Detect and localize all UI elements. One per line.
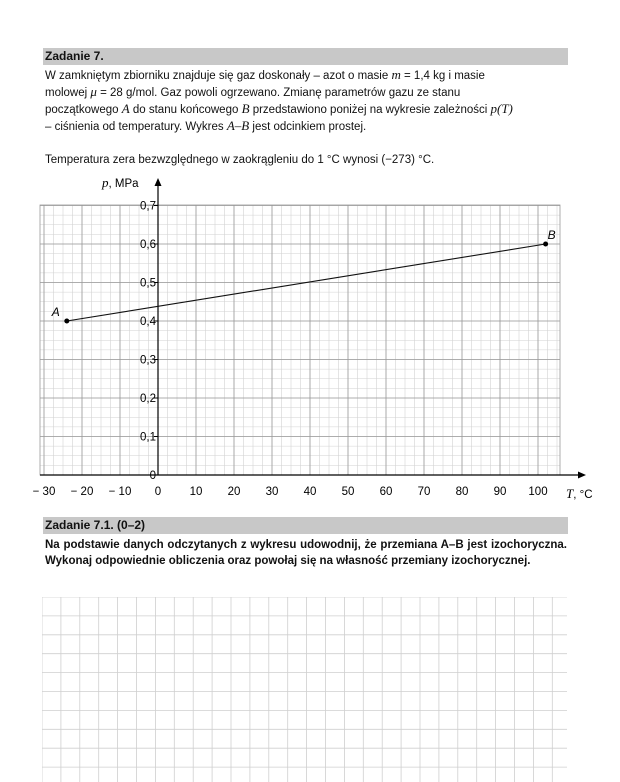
- x-tick-label: − 30: [32, 486, 56, 498]
- absolute-zero-note: Temperatura zera bezwzględnego w zaokrągleniu do 1 °C wynosi (−273) °C.: [45, 154, 435, 166]
- point-label-a: A: [51, 305, 60, 319]
- y-tick-label: 0: [149, 470, 156, 482]
- y-tick-label: 0,4: [140, 316, 156, 328]
- task-7-1-instruction: Na podstawie danych odczytanych z wykresu udowodnij, że przemiana A–B jest izochoryczna. Wykonaj odpowiednie obliczenia oraz powołaj się na własność przemiany izochorycznej.: [45, 539, 567, 567]
- intro-line-1: W zamkniętym zbiorniku znajduje się gaz doskonały – azot o masie m = 1,4 kg i masie: [45, 67, 485, 82]
- y-tick-label: 0,3: [140, 354, 156, 367]
- answer-grid[interactable]: [42, 597, 572, 782]
- point-label-b: B: [547, 228, 556, 242]
- x-tick-label: 40: [303, 486, 317, 498]
- intro-line-3: początkowego A do stanu końcowego B przedstawiono poniżej na wykresie zależności p(T): [45, 101, 513, 116]
- y-axis-arrow: [155, 178, 162, 186]
- task-7-intro: [45, 67, 567, 135]
- x-tick-label: 30: [265, 486, 279, 498]
- intro-line-2: molowej μ = 28 g/mol. Gaz powoli ogrzewano. Zmianę parametrów gazu ze stanu: [45, 84, 461, 99]
- y-tick-label: 0,5: [140, 277, 156, 290]
- x-axis-arrow: [578, 472, 586, 479]
- y-tick-label: 0,7: [140, 200, 156, 213]
- x-tick-label: 20: [227, 486, 241, 498]
- x-tick-label: 0: [154, 486, 162, 498]
- task-7-1-header: Zadanie 7.1. (0–2): [43, 517, 568, 534]
- task-7-header: Zadanie 7.: [43, 48, 568, 65]
- axes: [40, 178, 586, 479]
- series-line: [51, 228, 556, 324]
- intro-line-4: – ciśnienia od temperatury. Wykres A–B jest odcinkiem prostej.: [45, 118, 367, 133]
- y-tick-label: 0,2: [140, 393, 156, 405]
- x-tick-label: 60: [379, 486, 393, 498]
- y-axis-label: p, MPa: [102, 175, 139, 190]
- x-tick-label: 10: [189, 486, 203, 498]
- x-tick-label: 80: [455, 486, 469, 498]
- minor-grid: [40, 205, 560, 475]
- x-tick-label: − 10: [108, 486, 132, 498]
- point-b: [543, 242, 548, 247]
- tick-labels: [33, 201, 548, 499]
- pressure-temperature-chart: [0, 170, 620, 500]
- x-tick-label: 50: [341, 486, 355, 498]
- x-axis-label: T, °C: [566, 486, 593, 500]
- y-tick-label: 0,1: [140, 431, 156, 444]
- x-tick-label: − 20: [70, 486, 94, 498]
- point-a: [64, 319, 69, 324]
- x-tick-label: 90: [493, 486, 507, 498]
- x-tick-label: 100: [528, 486, 548, 498]
- x-tick-label: 70: [417, 486, 431, 498]
- y-tick-label: 0,6: [140, 239, 156, 251]
